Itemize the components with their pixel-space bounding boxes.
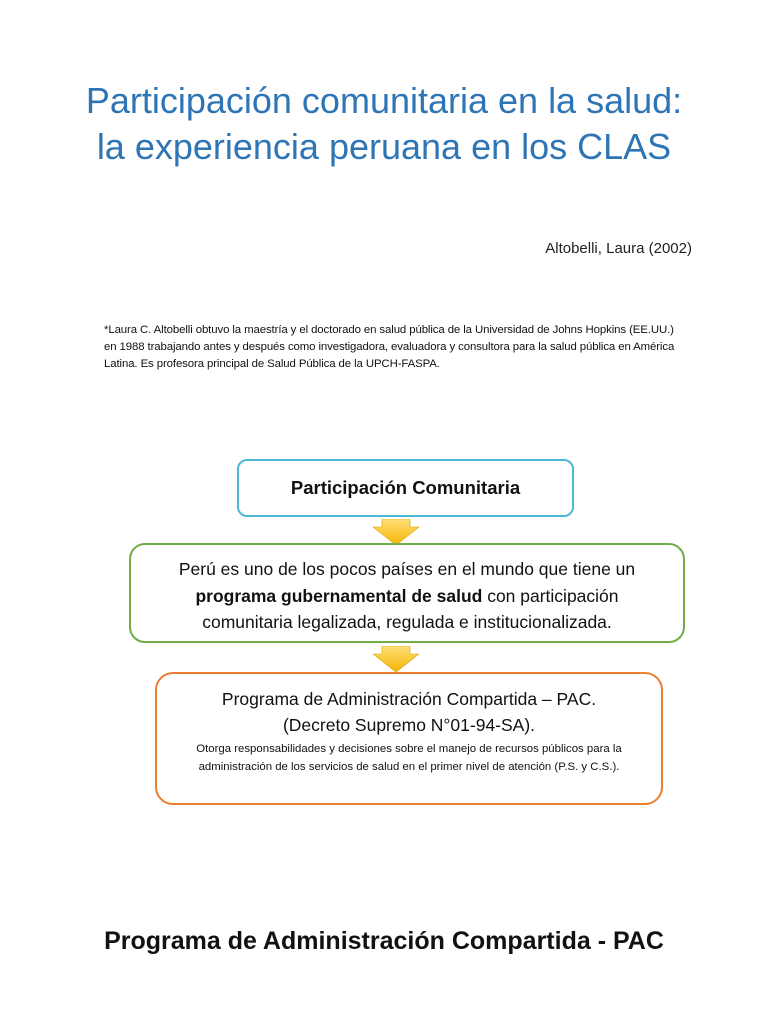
slide-title: Participación comunitaria en la salud: la experiencia peruana en los CLAS	[85, 80, 683, 167]
pac-program-box	[155, 672, 663, 805]
box-text-line: (Decreto Supremo N°01-94-SA).	[282, 715, 536, 735]
participacion-comunitaria-box	[237, 459, 574, 517]
down-arrow-icon	[373, 519, 419, 545]
box-text-fragment: con participación	[482, 585, 619, 606]
bold-phrase: programa gubernamental de salud	[195, 585, 483, 606]
box-text-line	[131, 583, 683, 610]
author-footnote: *Laura C. Altobelli obtuvo la maestría y el doctorado en salud pública de la Universidad de Johns Hopkins (EE.UU.) en 1988 trabajando antes y después como investigadora, evaluadora y consultora para la salud pública en América Latina. Es profesora principal de Salud Pública de la UPCH-FASPA.	[104, 324, 675, 370]
author-citation: Altobelli, Laura (2002)	[545, 240, 692, 257]
box-text-line: Programa de Administración Compartida – PAC.	[221, 689, 597, 709]
down-arrow-icon	[373, 646, 419, 672]
box-label: Participación Comunitaria	[290, 477, 521, 498]
next-slide-title: Programa de Administración Compartida - PAC	[104, 927, 664, 955]
peru-program-box	[129, 543, 685, 643]
box-text-line: Perú es uno de los pocos países en el mundo que tiene un	[178, 559, 636, 579]
box-text-line: comunitaria legalizada, regulada e institucionalizada.	[202, 612, 612, 632]
box-description: Otorga responsabilidades y decisiones sobre el manejo de recursos públicos para la administración de los servicios de salud en el primer nivel de atención (P.S. y C.S.).	[196, 743, 622, 773]
